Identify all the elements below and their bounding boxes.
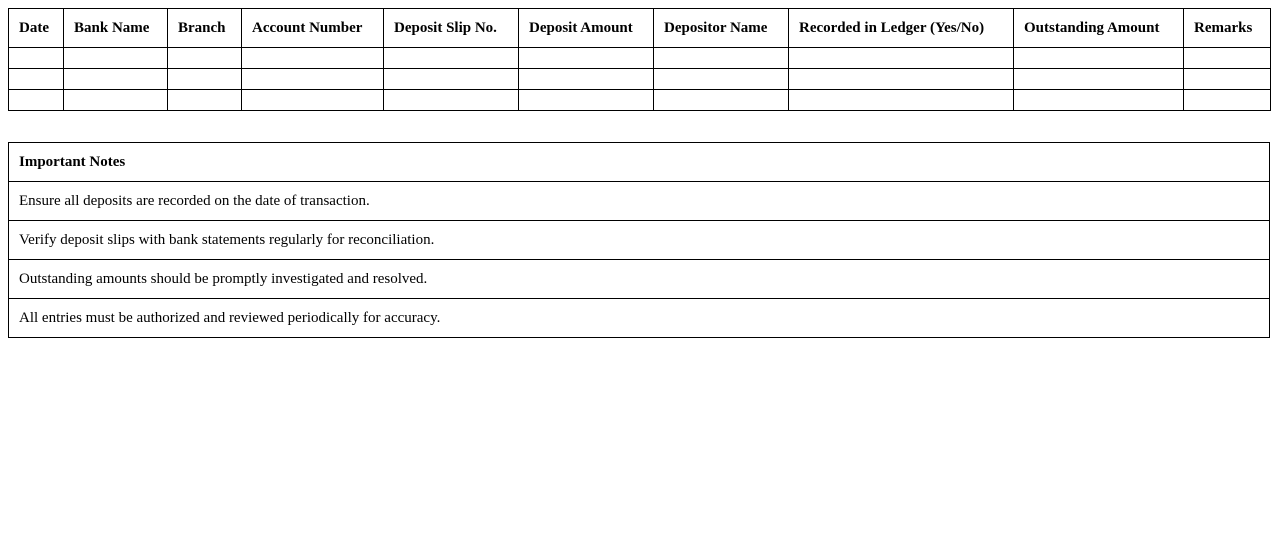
table-cell	[1014, 48, 1184, 69]
table-cell	[1184, 69, 1271, 90]
table-cell	[1184, 48, 1271, 69]
table-cell	[519, 90, 654, 111]
column-header-account-number: Account Number	[242, 9, 384, 48]
note-row	[9, 221, 1270, 260]
note-item: Outstanding amounts should be promptly investigated and resolved.	[9, 260, 1270, 299]
note-item: All entries must be authorized and reviewed periodically for accuracy.	[9, 299, 1270, 338]
column-header-deposit-amount: Deposit Amount	[519, 9, 654, 48]
table-cell	[384, 69, 519, 90]
table-row	[9, 90, 1271, 111]
table-cell	[168, 90, 242, 111]
table-row	[9, 48, 1271, 69]
table-cell	[384, 90, 519, 111]
table-cell	[654, 90, 789, 111]
table-cell	[1014, 69, 1184, 90]
table-cell	[168, 48, 242, 69]
important-notes-table	[8, 142, 1270, 338]
notes-heading: Important Notes	[9, 143, 1270, 182]
table-cell	[519, 69, 654, 90]
column-header-branch: Branch	[168, 9, 242, 48]
table-cell	[242, 69, 384, 90]
table-cell	[64, 90, 168, 111]
table-cell	[242, 48, 384, 69]
table-row	[9, 69, 1271, 90]
table-cell	[1014, 90, 1184, 111]
note-row	[9, 182, 1270, 221]
header-row	[9, 9, 1271, 48]
table-cell	[168, 69, 242, 90]
column-header-bank-name: Bank Name	[64, 9, 168, 48]
column-header-date: Date	[9, 9, 64, 48]
column-header-outstanding-amount: Outstanding Amount	[1014, 9, 1184, 48]
table-cell	[654, 69, 789, 90]
table-cell	[384, 48, 519, 69]
table-cell	[64, 69, 168, 90]
table-cell	[64, 48, 168, 69]
table-cell	[789, 90, 1014, 111]
note-item: Ensure all deposits are recorded on the date of transaction.	[9, 182, 1270, 221]
table-cell	[789, 69, 1014, 90]
table-cell	[1184, 90, 1271, 111]
document-page	[8, 8, 1270, 338]
notes-heading-row	[9, 143, 1270, 182]
note-row	[9, 260, 1270, 299]
table-cell	[9, 48, 64, 69]
table-cell	[654, 48, 789, 69]
table-cell	[9, 69, 64, 90]
table-cell	[789, 48, 1014, 69]
column-header-remarks: Remarks	[1184, 9, 1271, 48]
table-cell	[519, 48, 654, 69]
deposit-register-table	[8, 8, 1271, 111]
column-header-deposit-slip-no: Deposit Slip No.	[384, 9, 519, 48]
note-row	[9, 299, 1270, 338]
table-cell	[242, 90, 384, 111]
column-header-depositor-name: Depositor Name	[654, 9, 789, 48]
note-item: Verify deposit slips with bank statements regularly for reconciliation.	[9, 221, 1270, 260]
table-cell	[9, 90, 64, 111]
column-header-recorded-in-ledger: Recorded in Ledger (Yes/No)	[789, 9, 1014, 48]
